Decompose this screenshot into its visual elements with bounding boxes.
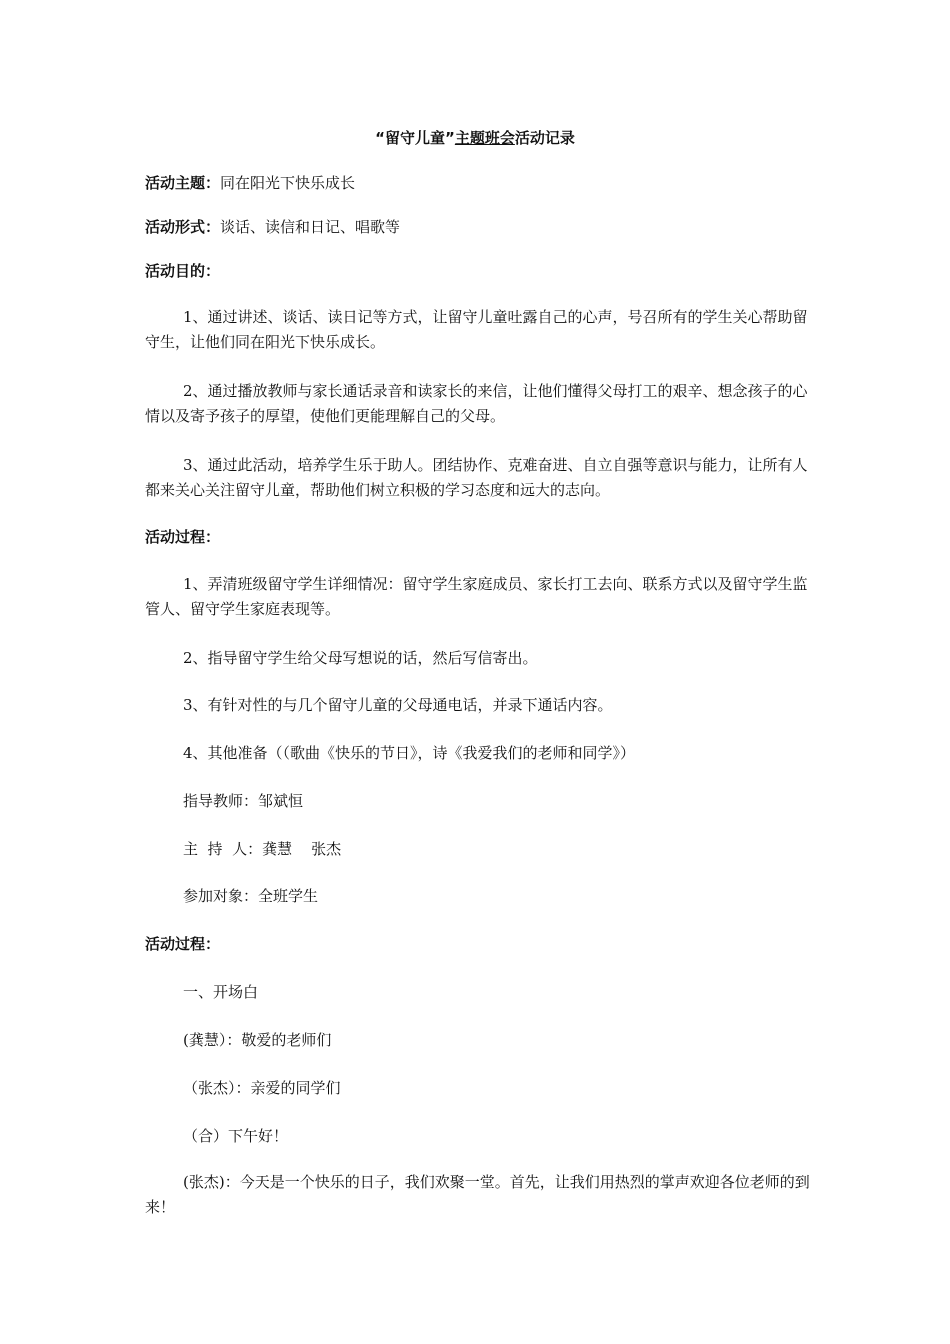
form-line [145,216,400,237]
goal-paragraph-3: 3、通过此活动，培养学生乐于助人。团结协作、克难奋进、自立自强等意识与能力，让所有人都来关心关注留守儿童，帮助他们树立积极的学习态度和远大的志向。 [145,456,808,499]
form-value: 谈话、读信和日记、唱歌等 [220,218,401,236]
process-heading-2: 活动过程： [145,935,221,953]
participants-line: 参加对象：全班学生 [183,887,319,905]
document-title [0,127,950,148]
prep-item-4: 4、其他准备（（歌曲《快乐的节日》，诗《我爱我们的老师和同学》） [183,744,636,762]
goal-heading: 活动目的： [145,262,221,280]
prep-item-3: 3、有针对性的与几个留守儿童的父母通电话，并录下通话内容。 [183,696,613,714]
goal-paragraph-1: 1、通过讲述、谈话、读日记等方式，让留守儿童吐露自己的心声，号召所有的学生关心帮助留守生，让他们同在阳光下快乐成长。 [145,308,808,351]
host-line: 主 持 人：龚慧 张杰 [183,840,342,858]
form-label: 活动形式： [145,218,221,236]
title-underlined: 主题班会 [454,129,515,147]
goal-paragraph-2: 2、通过播放教师与家长通话录音和读家长的来信，让他们懂得父母打工的艰辛、想念孩子的心情以及寄予孩子的厚望，使他们更能理解自己的父母。 [145,382,808,425]
prep-paragraph-1: 1、弄清班级留守学生详细情况：留守学生家庭成员、家长打工去向、联系方式以及留守学生监管人、留守学生家庭表现等。 [145,575,808,618]
teacher-line: 指导教师：邹斌恒 [183,792,304,810]
dialogue-line-1: (龚慧）：敬爱的老师们 [183,1031,332,1049]
dialogue-line-3: （合）下午好！ [183,1127,289,1145]
opening-line: 一、开场白 [183,983,259,1001]
title-rest: 活动记录 [514,129,575,147]
process-heading-1: 活动过程： [145,528,221,546]
title-quote: “留守儿童” [375,129,455,147]
prep-item-2: 2、指导留守学生给父母写想说的话，然后写信寄出。 [183,649,538,667]
dialogue-paragraph-4: (张杰)：今天是一个快乐的日子，我们欢聚一堂。首先，让我们用热烈的掌声欢迎各位老师的到来！ [145,1173,810,1216]
theme-line [145,172,355,193]
dialogue-line-2: （张杰）：亲爱的同学们 [183,1079,341,1097]
theme-value: 同在阳光下快乐成长 [220,174,356,192]
theme-label: 活动主题： [145,174,221,192]
